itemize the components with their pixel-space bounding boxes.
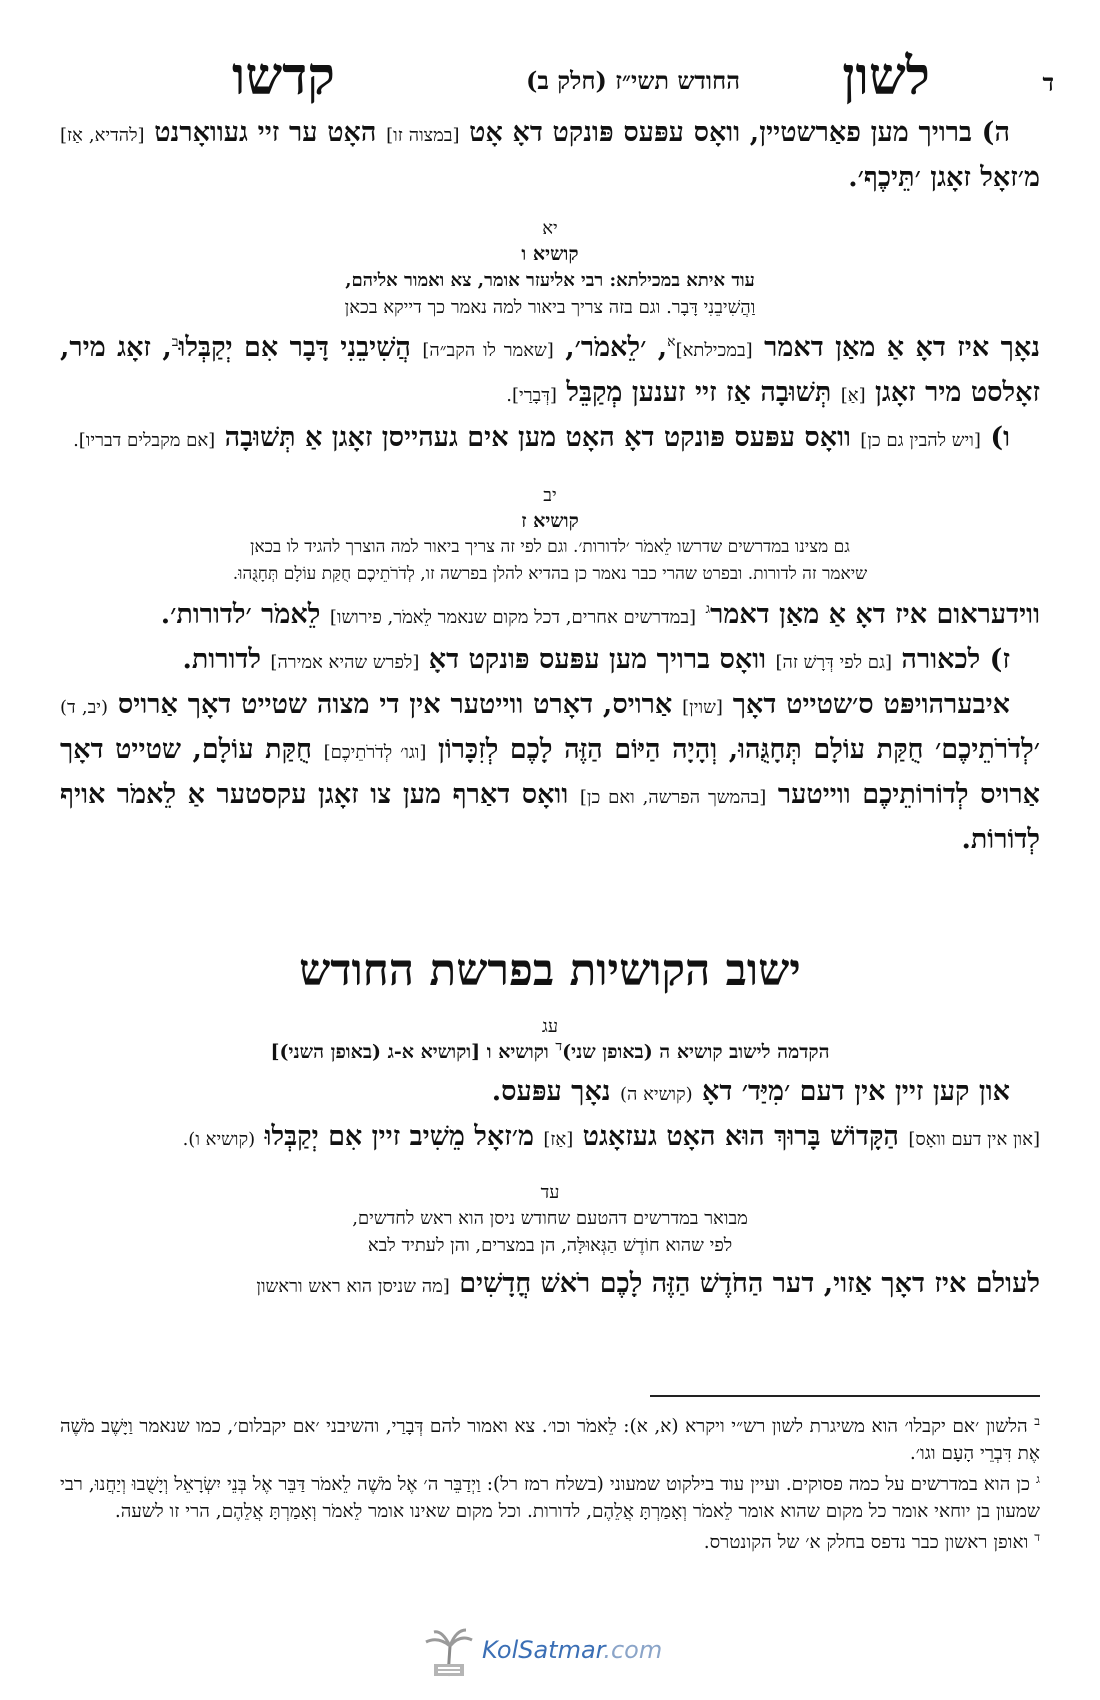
footnote-ref: ד — [555, 1038, 563, 1055]
text-run: וואָס ברויך מען עפּעס פּונקט דאָ — [428, 644, 767, 675]
text-run-small: (קושיא ו). — [182, 1129, 256, 1150]
section-source-line: לפי שהוא חוֹדֶשׁ הַגְּאוּלָּה, הן במצרים, והן לעתיד לבא — [367, 1235, 733, 1256]
text-run-small: [אם מקבלים דבריו]. — [73, 430, 216, 451]
question-label: קושיא ז — [521, 510, 579, 532]
footnote-mark: ג — [1036, 1471, 1040, 1486]
section-number: עג — [541, 1016, 559, 1037]
text-run: תְּשׁוּבָה אַז זיי זענען מְקַבֵּל — [566, 377, 832, 408]
text-run-small: [להדיא, אַז] — [60, 125, 145, 146]
question-source-line: גם מצינו במדרשים שדרשו לֵאמֹר ׳לדורות׳. וגם לפי זה צריך ביאור למה הוצרך להגיד לו בכאן — [250, 537, 850, 557]
text-run: ו) — [990, 422, 1010, 453]
question-label: קושיא ו — [521, 243, 579, 265]
intro-label — [60, 1039, 1040, 1065]
document-page — [60, 38, 1054, 1308]
text-run: נאָך עפּעס. — [491, 1076, 611, 1107]
footnote-ref: ב — [171, 334, 179, 350]
header-title-right: לשון — [842, 46, 930, 107]
paragraph-vav — [60, 417, 1040, 462]
paragraph-intro — [60, 1071, 1040, 1116]
text-run-small: [מה שניסן הוא ראש וראשון — [256, 1276, 450, 1297]
text-run: ׳לְדֹרֹתֵיכֶם׳ חֻקַּת עוֹלָם תְּחָגֻּהוּ, וְהָיָה הַיּוֹם הַזֶּה לָכֶם לְזִכָּרוֹן — [437, 734, 1040, 765]
question-source-line: עוד איתא במכילתא: רבי אליעזר אומר, צא ואמור אליהם, — [345, 270, 755, 291]
text-run: אַרויס, דאָרט ווייטער אין די מצוה שטייט דאָך אַרויס — [117, 689, 673, 720]
footnote-list — [60, 1395, 1040, 1556]
paragraph-heh — [60, 112, 1040, 199]
text-run-small: [און אין דעם וואָס] — [908, 1129, 1040, 1150]
footnote-item — [60, 1471, 1040, 1525]
paragraph-zayin — [60, 639, 1040, 684]
footnote-mark: ב — [1034, 1413, 1040, 1428]
text-run-small: [לפרש שהיא אמירה] — [270, 652, 420, 673]
text-run: מ׳זאָל זאָגן ׳תֵּיכֶף׳. — [848, 162, 1040, 193]
text-run: לעולם איז דאָך אַזוי, דער הַחֹדֶשׁ הַזֶּה לָכֶם רֹאשׁ חֳדָשִׁים — [459, 1268, 1040, 1299]
paragraph-ad — [60, 1263, 1040, 1308]
section-number: עד — [540, 1182, 560, 1203]
footnote-text: ואופן ראשון כבר נדפס בחלק א׳ של הקונטרס. — [703, 1532, 1029, 1553]
text-run-small: [דְּבָרַי]. — [506, 385, 557, 406]
footnote-mark: ד — [1034, 1529, 1040, 1544]
paragraph-ibberhoypt — [60, 684, 1040, 861]
text-run-small: (יב, ד) — [60, 697, 109, 718]
text-run-small: [ויש להבין גם כן] — [860, 430, 981, 451]
watermark-text — [482, 1636, 662, 1664]
header-subtitle: החודש תשי״ז (חלק ב) — [525, 66, 740, 95]
text-run: הֲשִׁיבֵנִי דָּבָר אִם יְקַבְּלוּ — [178, 332, 411, 363]
text-run-small: [אַ] — [840, 385, 866, 406]
text-run-small: [במדרשים אחרים, דכל מקום שנאמר לֵאמֹר, פירושו] — [329, 607, 697, 628]
text-run: ז) לכאורה — [901, 644, 1010, 675]
text-run: וואָס דאַרף מען צו זאָגן עקסטער אַ לֵאמֹר אויף לְדוֹרוֹת. — [60, 779, 1040, 855]
page-header — [60, 38, 1054, 108]
text-run: לֵאמֹר ׳לדורות׳. — [160, 599, 321, 630]
text-run: לדורות. — [182, 644, 262, 675]
text-run-small: [במכילתא] — [675, 340, 753, 361]
footnote-item — [60, 1529, 1040, 1556]
text-run: הַקָּדוֹשׁ בָּרוּךְ הוּא האָט געזאָגט — [582, 1121, 899, 1152]
text-run: נאָך איז דאָ אַ מאַן דאמר — [764, 332, 1040, 363]
text-run-small: [וגו׳ לְדֹרֹתֵיכֶם] — [323, 742, 427, 763]
watermark — [420, 1628, 680, 1678]
section-title: ישוב הקושיות בפרשת החודש — [299, 945, 801, 996]
header-title-left: קדשו — [232, 46, 335, 107]
text-run: , ׳לֵאמֹר׳, — [565, 332, 668, 363]
watermark-brand: KolSatmar — [482, 1636, 604, 1664]
text-run: איבערהויפּט ס׳שטייט דאָך — [732, 689, 1011, 720]
text-run: הקדמה לישוב קושיא ה (באופן שני) — [562, 1041, 830, 1063]
paragraph-intro-2 — [60, 1116, 1040, 1161]
text-run-small: [בהמשך הפרשה, ואם כן] — [579, 787, 767, 808]
text-run: און קען זיין אין דעם ׳מִיַּד׳ דאָ — [702, 1076, 1010, 1107]
watermark-suffix: .com — [603, 1636, 663, 1664]
text-run-small: [שאמר לו הקב״ה] — [422, 340, 554, 361]
footnote-ref: ג — [705, 601, 711, 617]
footnote-text: כן הוא במדרשים על כמה פסוקים. ועיין עוד בילקוט שמעוני (בשלח רמז רל): וַיְדַבֵּר ה׳ אֶל מֹשֶׁה לֵאמֹר דַּבֵּר אֶל בְּנֵי יִשְׂרָאֵל וְיָשֻׁבוּ וְיַחֲנוּ, רבי שמעון בן יוחאי אומר כל מקום שהוא אומר לֵאמֹר וְאָמַרְתָּ אֲלֵהֶם, לדורות. וכל מקום שאינו אומר לֵאמֹר וְאָמַרְתָּ אֲלֵהֶם, הרי זו לשעה. — [60, 1474, 1040, 1522]
text-run-small: [גם לפי דְּרָשׁ זה] — [775, 652, 893, 673]
text-run: ווידעראום איז דאָ אַ מאַן דאמר — [710, 599, 1040, 630]
footnote-divider — [650, 1395, 1040, 1397]
question-source-line: שיאמר זה לדורות. ובפרט שהרי כבר נאמר כן בהדיא להלן בפרשה זו, לְדֹרֹתֵיכֶם חֻקַּת עוֹלָם תְּחָגֻּהוּ. — [232, 564, 868, 584]
paragraph-q7 — [60, 594, 1040, 639]
footnotes — [60, 1395, 1040, 1560]
text-run: וואָס עפּעס פּונקט דאָ האָט מען אים געהייסן זאָגן אַ תְּשׁוּבָה — [224, 422, 851, 453]
paragraph-q6 — [60, 327, 1040, 417]
section-number: יב — [543, 485, 557, 506]
section-source-line: מבואר במדרשים דהטעם שחודש ניסן הוא ראש לחדשים, — [352, 1208, 748, 1229]
section-number: יא — [542, 218, 558, 239]
text-run: ה) ברויך מען פאַרשטיין, וואָס עפּעס פּונקט דאָ אָט — [469, 117, 1010, 148]
text-run: האָט ער זיי געוואָרנט — [154, 117, 377, 148]
footnote-item — [60, 1413, 1040, 1467]
spacer — [60, 861, 1040, 931]
text-run: מ׳זאָל מֵשִׁיב זיין אִם יְקַבְּלוּ — [264, 1121, 534, 1152]
question-source-line: וַהֲשִׁיבֵנִי דָּבָר. וגם בזה צריך ביאור למה נאמר כך דייקא בכאן — [344, 297, 756, 318]
text-run: , זאָג מיר, זאָלסט מיר זאָגן — [60, 332, 1040, 408]
text-run-small: [במצוה זו] — [386, 125, 460, 146]
text-run-small: (קושיא ה) — [619, 1084, 693, 1105]
text-run-small: [אַז] — [543, 1129, 574, 1150]
text-run: וקושיא ו [וקושיא א-ג (באופן השני)] — [270, 1041, 549, 1063]
footnote-text: הלשון ׳אם יקבלו׳ הוא משיגרת לשון רש״י ויקרא (א, א): לֵאמֹר וכו׳. צא ואמור להם דְּבָרַי, והשיבני ׳אם יקבלום׳, כמו שנאמר וַיָּשֶׁב מֹשֶׁה אֶת דִּבְרֵי הָעָם וגו׳. — [60, 1416, 1040, 1464]
text-run-small: [שוין] — [682, 697, 723, 718]
page-letter: ד — [1042, 68, 1054, 97]
palm-tree-icon — [420, 1628, 476, 1678]
footnote-ref: א — [667, 334, 676, 350]
text-run: חֻקַּת עוֹלָם, שטייט דאָך אַרויס לְדוֹרוֹתֵיכֶם ווייטער — [60, 734, 1041, 810]
